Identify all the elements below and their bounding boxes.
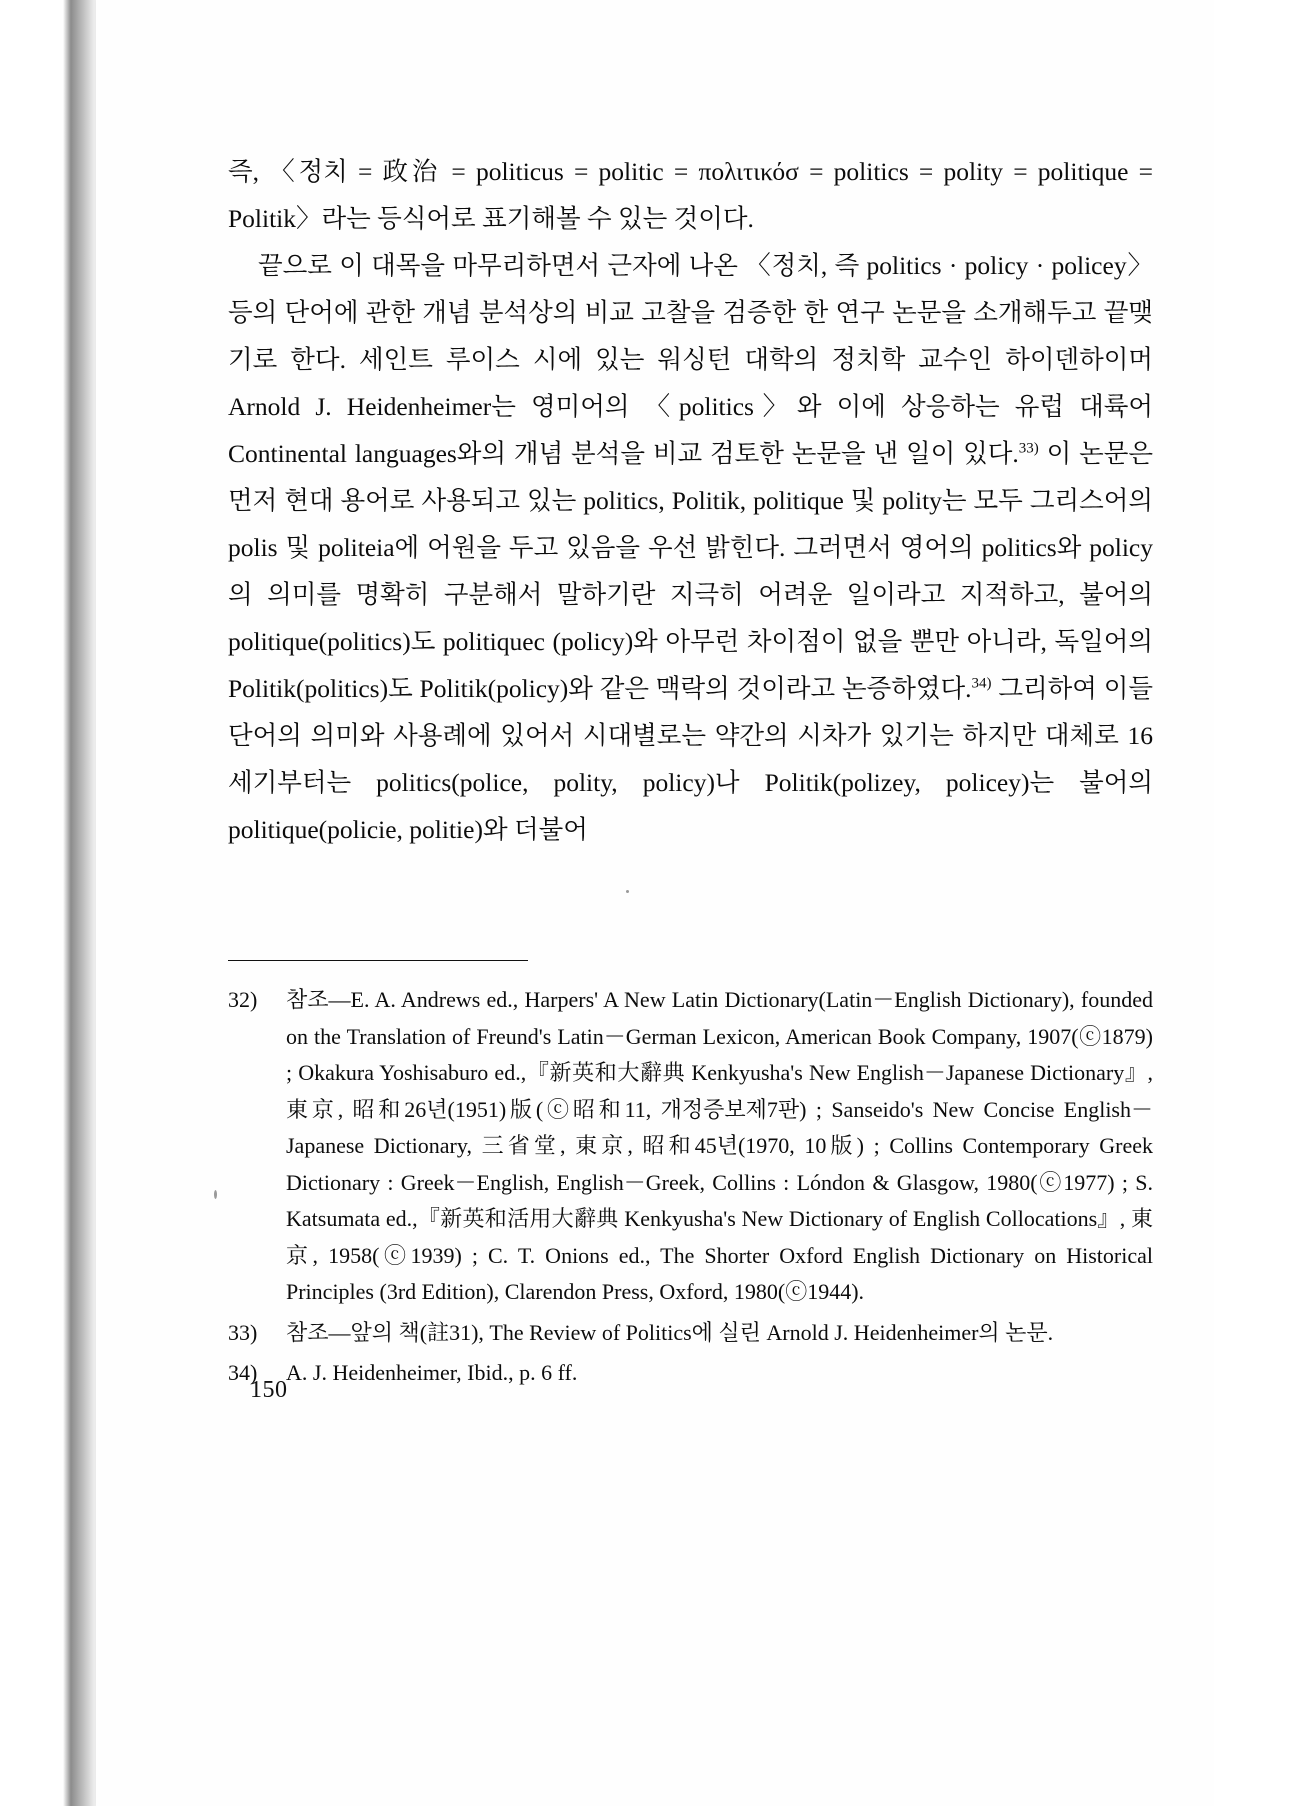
- footnote-text: A. J. Heidenheimer, Ibid., p. 6 ff.: [286, 1360, 578, 1385]
- footnote-ref-34[interactable]: 34): [971, 675, 992, 692]
- footnote-item: [228, 1355, 1153, 1392]
- footnote-item: [228, 1315, 1153, 1352]
- footnote-ref-33[interactable]: 33): [1018, 440, 1039, 457]
- footnote-marker: 32): [228, 987, 258, 1012]
- page-number: 150: [250, 1377, 288, 1403]
- footnote-item: [228, 982, 1153, 1311]
- page-outer-margin: [1214, 0, 1310, 1806]
- footnote-marker: 33): [228, 1319, 258, 1345]
- scan-speck: [214, 1190, 217, 1199]
- footnote-separator-rule: [228, 960, 528, 961]
- page-content: [96, 0, 1216, 1806]
- footnote-list: [228, 982, 1153, 1392]
- body-paragraph-2-part2: 이 논문은 먼저 현대 용어로 사용되고 있는 politics, Politik, politique 및 polity는 모두 그리스어의 polis 및 politeia에 어원을 두고 있음을 우선 밝힌다. 그러면서 영어의 politics와 policy의 의미를 명확히 구분해서 말하기란 지극히 어려운 일이라고 지적하고, 불어의 politique(politics)도 politiquec (policy)와 아무런 차이점이 없을 뿐만 아니라, 독일어의 Politik(politics)도 Politik(policy)와 같은 맥락의 것이라고 논증하였다.: [228, 439, 1153, 703]
- scan-speck: [626, 890, 629, 893]
- footnote-text: 참조—앞의 책(註31), The Review of Politics에 실린 Arnold J. Heidenheimer의 논문.: [286, 1319, 1054, 1345]
- body-paragraph-2-part3: 그리하여 이들 단어의 의미와 사용례에 있어서 시대별로는 약간의 시차가 있기는 하지만 대체로 16세기부터는 politics(police, polity, policy)나 Politik(polizey, policey)는 불어의 politique(policie, politie)와 더불어: [228, 674, 1153, 844]
- body-paragraph-2-part1: 끝으로 이 대목을 마무리하면서 근자에 나온 〈정치, 즉 politics · policy · policey〉 등의 단어에 관한 개념 분석상의 비교 고찰을 검증한 한 연구 논문을 소개해두고 끝맺기로 한다. 세인트 루이스 시에 있는 워싱턴 대학의 정치학 교수인 하이덴하이머 Arnold J. Heidenheimer는 영미어의 〈politics〉와 이에 상응하는 유럽 대륙어 Continental languages와의 개념 분석을 비교 검토한 논문을 낸 일이 있다.: [228, 251, 1153, 468]
- body-paragraph-1: 즉, 〈정치 = 政治 = politicus = politic = πολιτικόσ = politics = polity = politique = Politik〉라는 등식어로 표기해볼 수 있는 것이다.: [228, 157, 1153, 233]
- footnote-text: 참조—E. A. Andrews ed., Harpers' A New Latin Dictionary(Latin－English Dictionary), founded on the Translation of Freund's Latin－German Lexicon, American Book Company, 1907(ⓒ1879) ; Okakura Yoshisaburo ed.,『新英和大辭典 Kenkyusha's New English－Japanese Dictionary』, 東京, 昭和26년(1951)版(ⓒ昭和11, 개정증보제7판) ; Sanseido's New Concise English－Japanese Dictionary, 三省堂, 東京, 昭和45년(1970, 10版) ; Collins Contemporary Greek Dictionary : Greek－English, English－Greek, Collins : Lóndon & Glasgow, 1980(ⓒ1977) ; S. Katsumata ed.,『新英和活用大辭典 Kenkyusha's New Dictionary of English Collocations』, 東京, 1958(ⓒ1939) ; C. T. Onions ed., The Shorter Oxford English Dictionary on Historical Principles (3rd Edition), Clarendon Press, Oxford, 1980(ⓒ1944).: [286, 987, 1153, 1304]
- body-paragraph-2: [228, 242, 1153, 853]
- footnote-marker: 34): [228, 1360, 258, 1385]
- body-text: [228, 148, 1153, 853]
- book-gutter-shadow: [63, 0, 99, 1806]
